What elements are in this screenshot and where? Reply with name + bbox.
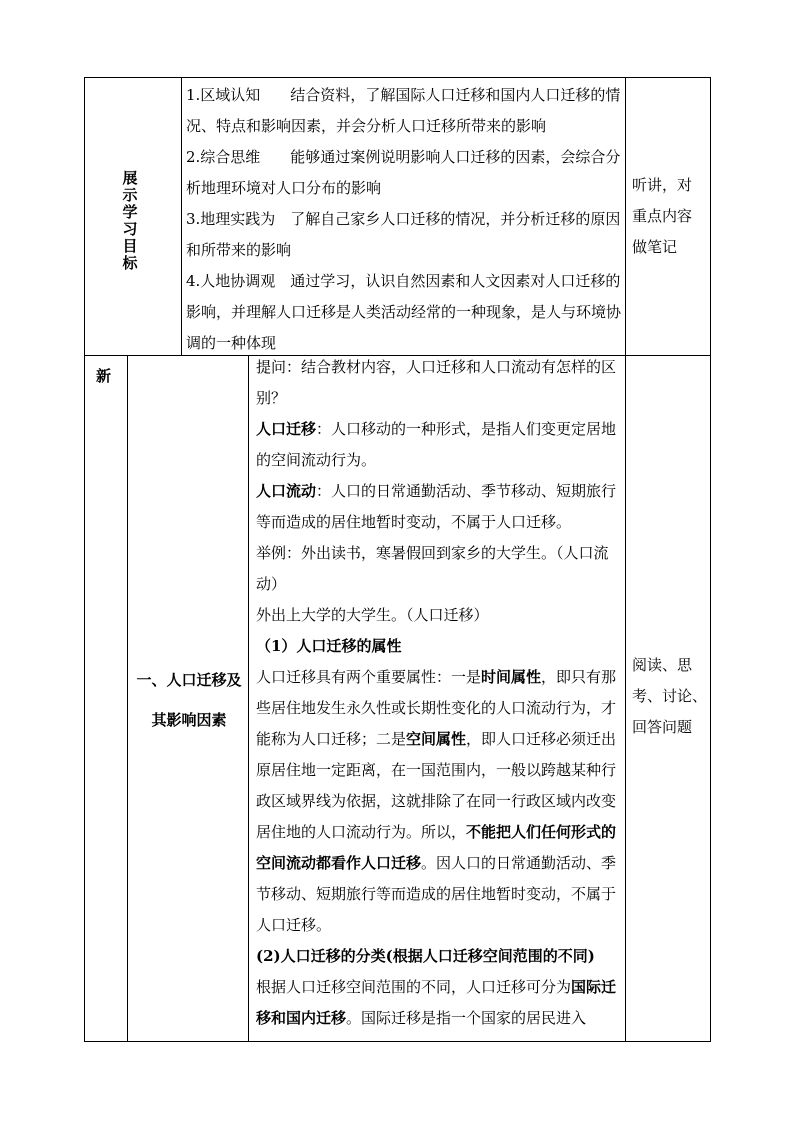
table-left-border	[84, 77, 85, 1042]
term: 人口迁移	[256, 420, 317, 438]
goal-item: 1.区域认知 结合资料，了解国际人口迁移和国内人口迁移的情况、特点和影响因素，并会分析人口迁移所带来的影响	[186, 86, 621, 135]
definition-migration	[256, 414, 623, 476]
text-run: 人口迁移具有两个重要属性：一是	[256, 668, 482, 686]
text-run: ，即只有那些居住地发生永久性或长期性变化的人口流动行为，才能称为人口迁移；二是	[256, 668, 617, 748]
section-heading: （1）人口迁移的属性	[256, 637, 402, 655]
definition-flow	[256, 476, 623, 538]
student-activity-bottom: 阅读、思考、讨论、回答问题	[632, 656, 708, 736]
bold-term: 国际迁移和国内迁移	[256, 978, 617, 1027]
column-divider-stage	[127, 355, 128, 1042]
stage-label: 新	[96, 367, 112, 385]
lesson-content	[256, 352, 623, 1034]
bold-term: 时间属性	[481, 668, 542, 686]
term: 人口流动	[256, 482, 317, 500]
definition-text: ：人口的日常通勤活动、季节移动、短期旅行等而造成的居住地暂时变动，不属于人口迁移。	[256, 482, 617, 531]
topic-line: 其影响因素	[151, 711, 227, 729]
example-text: 举例：外出读书，寒暑假回到家乡的大学生。（人口流动）	[256, 544, 609, 593]
question-text: 提问：结合教材内容，人口迁移和人口流动有怎样的区别？	[256, 358, 617, 407]
section-label-goals: 展示学习目标	[122, 169, 138, 272]
learning-goals-cell	[186, 80, 623, 359]
column-divider-top	[181, 77, 182, 356]
table-bottom-border	[84, 1041, 711, 1042]
text-run: ，即人口迁移必须迁出原居住地一定距离，在一国范围内，一般以跨越某种行政区域界线为依据，这就排除了在同一行政区域内改变居住地的人口流动行为。所以，	[256, 730, 617, 841]
table-top-border	[84, 77, 711, 78]
table-right-border	[710, 77, 711, 1042]
text-run: 根据人口迁移空间范围的不同，人口迁移可分为	[256, 978, 572, 996]
goal-item: 4.人地协调观 通过学习，认识自然因素和人文因素对人口迁移的影响，并理解人口迁移是人类活动经常的一种现象，是人与环境协调的一种体现	[186, 272, 622, 352]
section-heading: (2)人口迁移的分类(根据人口迁移空间范围的不同)	[256, 947, 595, 965]
text-run: 。国际迁移是指一个国家的居民进入	[346, 1009, 587, 1027]
bold-term: 不能把人们任何形式的空间流动都看作人口迁移	[256, 823, 617, 872]
goal-item: 2.综合思维 能够通过案例说明影响人口迁移的因素，会综合分析地理环境对人口分布的影响	[186, 148, 621, 197]
definition-text: ：人口移动的一种形式，是指人们变更定居地的空间流动行为。	[256, 420, 617, 469]
column-divider-content	[248, 355, 249, 1042]
column-divider-right	[625, 77, 626, 1042]
example-text: 外出上大学的大学生。（人口迁移）	[256, 606, 489, 624]
student-activity-top: 听讲，对重点内容做笔记	[632, 176, 693, 256]
classification-paragraph	[256, 972, 623, 1034]
attribute-paragraph	[256, 662, 623, 941]
topic-line: 一、人口迁移及	[136, 671, 242, 689]
topic-label	[131, 660, 247, 740]
bold-term: 空间属性	[406, 730, 467, 748]
goal-item: 3.地理实践为 了解自己家乡人口迁移的情况，并分析迁移的原因和所带来的影响	[186, 210, 621, 259]
text-run: 。因人口的日常通勤活动、季节移动、短期旅行等而造成的居住地暂时变动，不属于人口迁移。	[256, 854, 617, 934]
